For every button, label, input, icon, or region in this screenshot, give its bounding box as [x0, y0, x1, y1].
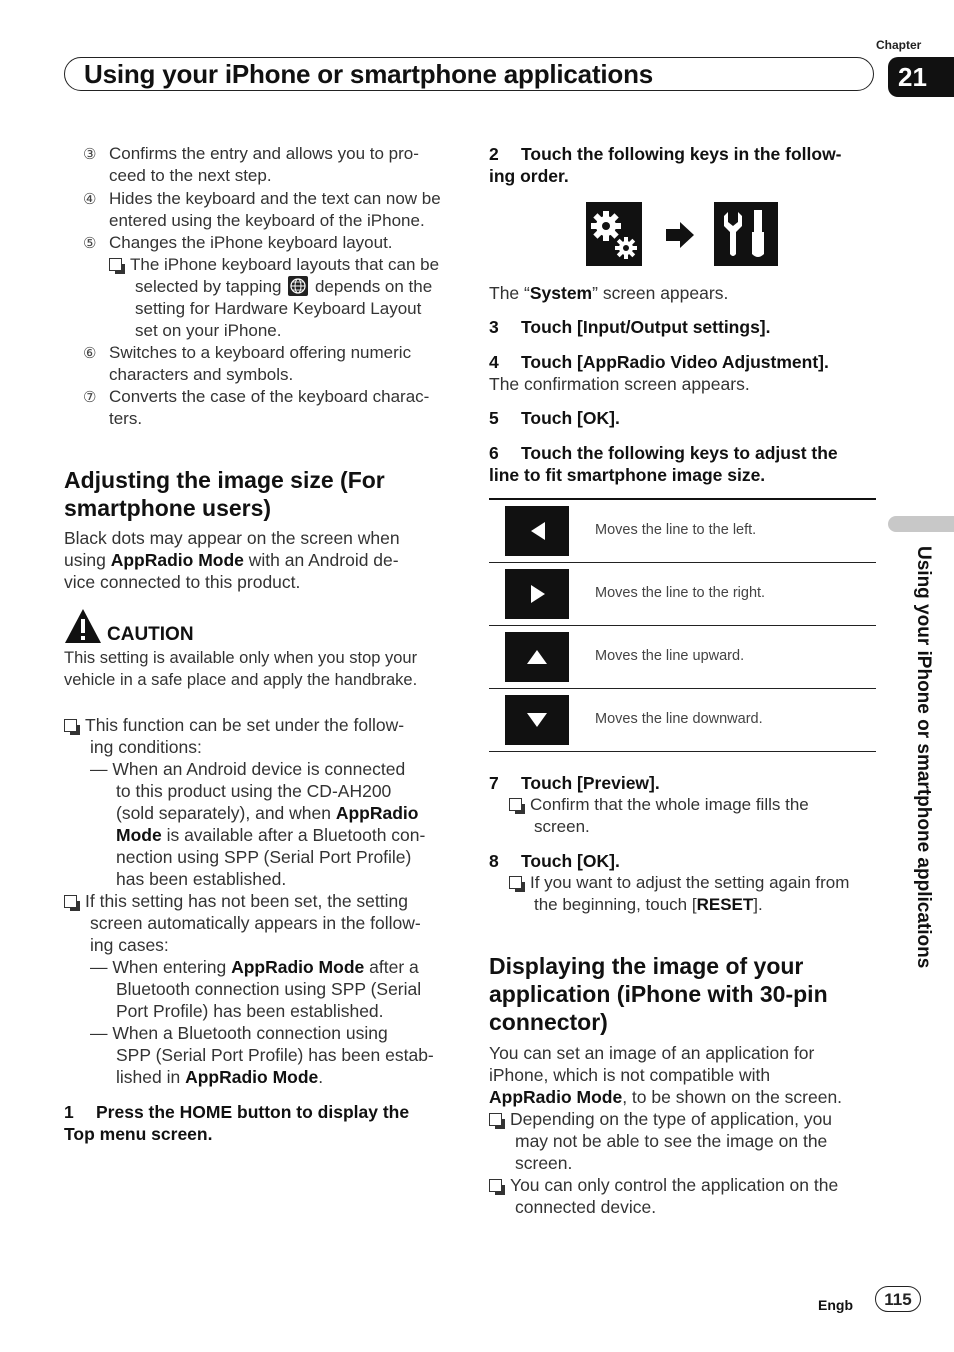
section-2-body: You can set an image of an application for iPhone, which is not compatible with AppRadio Mode, to be shown on the screen. Depending on the type of application, you may not be able to see the image on the screen. You can only control the application on the connected device.	[489, 1043, 843, 1217]
list-item-text: entered using the keyboard of the iPhone.	[109, 211, 425, 230]
up-arrow-icon[interactable]	[505, 632, 569, 682]
step-7-note: Confirm that the whole image fills the screen.	[509, 794, 809, 838]
note-box-icon	[489, 1113, 502, 1126]
step-4: 4 Touch [AppRadio Video Adjustment].	[489, 352, 829, 372]
note-box-icon	[509, 876, 522, 889]
table-row	[489, 500, 876, 563]
step-7: 7 Touch [Preview].	[489, 773, 660, 793]
list-number: ⑥	[83, 345, 97, 362]
list-item-text: Confirms the entry and allows you to pro-	[109, 144, 419, 163]
table-row	[489, 563, 876, 626]
adjustment-key-table	[489, 498, 876, 752]
page-title: Using your iPhone or smartphone applications	[84, 59, 654, 89]
chapter-number: 21	[888, 57, 954, 97]
section-heading: Displaying the image of your application (iPhone with 30-pin connector)	[489, 953, 828, 1035]
list-number: ③	[83, 146, 97, 163]
warning-icon	[64, 608, 102, 644]
note-box-icon	[64, 895, 77, 908]
step-4-note: The confirmation screen appears.	[489, 374, 750, 394]
list-item: Changes the iPhone keyboard layout.	[109, 233, 393, 252]
note-box-icon	[64, 719, 77, 732]
step-2: 2 Touch the following keys in the follow- ing order.	[489, 144, 842, 186]
list-item	[109, 188, 441, 232]
table-cell-desc: Moves the line downward.	[595, 711, 763, 727]
step-6: 6 Touch the following keys to adjust the line to fit smartphone image size.	[489, 443, 838, 485]
step-5: 5 Touch [OK].	[489, 408, 620, 428]
list-item-text: Hides the keyboard and the text can now be	[109, 189, 441, 208]
side-tab-marker	[888, 516, 954, 532]
system-screen-note: The “System” screen appears.	[489, 283, 729, 303]
section-intro: Black dots may appear on the screen when using AppRadio Mode with an Android de- vice connected to this product.	[64, 528, 400, 592]
tools-icon[interactable]	[714, 202, 778, 266]
list-item-text: ceed to the next step.	[109, 166, 272, 185]
step-8: 8 Touch [OK].	[489, 851, 620, 871]
caution-label: CAUTION	[107, 624, 194, 645]
list-number: ⑤	[83, 235, 97, 252]
chapter-label: Chapter	[876, 38, 922, 52]
table-row	[489, 626, 876, 689]
step-3: 3 Touch [Input/Output settings].	[489, 317, 771, 337]
page-number: 115	[875, 1286, 921, 1312]
list-number: ④	[83, 191, 97, 208]
table-row	[489, 689, 876, 752]
step-1: 1 Press the HOME button to display the Top menu screen.	[64, 1102, 410, 1144]
arrow-right-icon	[664, 220, 696, 250]
down-arrow-icon[interactable]	[505, 695, 569, 745]
list-item	[109, 143, 419, 187]
list-item: Switches to a keyboard offering numeric characters and symbols.	[109, 343, 412, 384]
table-cell-desc: Moves the line upward.	[595, 648, 745, 664]
note-box-icon	[489, 1179, 502, 1192]
side-tab-text: Using your iPhone or smartphone applications	[913, 546, 934, 969]
table-cell-desc: Moves the line to the right.	[595, 585, 766, 601]
sub-note: The iPhone keyboard layouts that can be selected by tapping depends on the setting for Hardware Keyboard Layout set on your iPhone.	[109, 254, 439, 342]
list-item: Converts the case of the keyboard charac- ters.	[109, 387, 430, 428]
note-block: This function can be set under the follow- ing conditions: — When an Android device is connected to this product using the CD-AH200 (sold separately), and when AppRadio Mode is available after a Bluetooth con- nection using SPP (Serial Port Profile) has been established. If this setting has not been set, the setting screen automatically appears in the follow- ing cases: — When entering AppRadio Mode after a Bluetooth connection using SPP (Serial Port Profile) has been established. — When a Bluetooth connection using SPP (Serial Port Profile) has been estab- lished in AppRadio Mode.	[64, 714, 434, 1088]
language-label: Engb	[818, 1297, 853, 1313]
section-heading: Adjusting the image size (For smartphone users)	[64, 467, 385, 521]
left-arrow-icon[interactable]	[505, 506, 569, 556]
step-8-note: If you want to adjust the setting again from the beginning, touch [RESET].	[509, 872, 849, 916]
note-box-icon	[109, 258, 122, 271]
settings-gears-icon[interactable]	[586, 202, 642, 266]
table-cell-desc: Moves the line to the left.	[595, 522, 757, 538]
list-number: ⑦	[83, 389, 97, 406]
globe-icon	[288, 276, 308, 296]
right-arrow-icon[interactable]	[505, 569, 569, 619]
caution-text: This setting is available only when you stop your vehicle in a safe place and apply the handbrake.	[64, 649, 418, 689]
note-box-icon	[509, 798, 522, 811]
